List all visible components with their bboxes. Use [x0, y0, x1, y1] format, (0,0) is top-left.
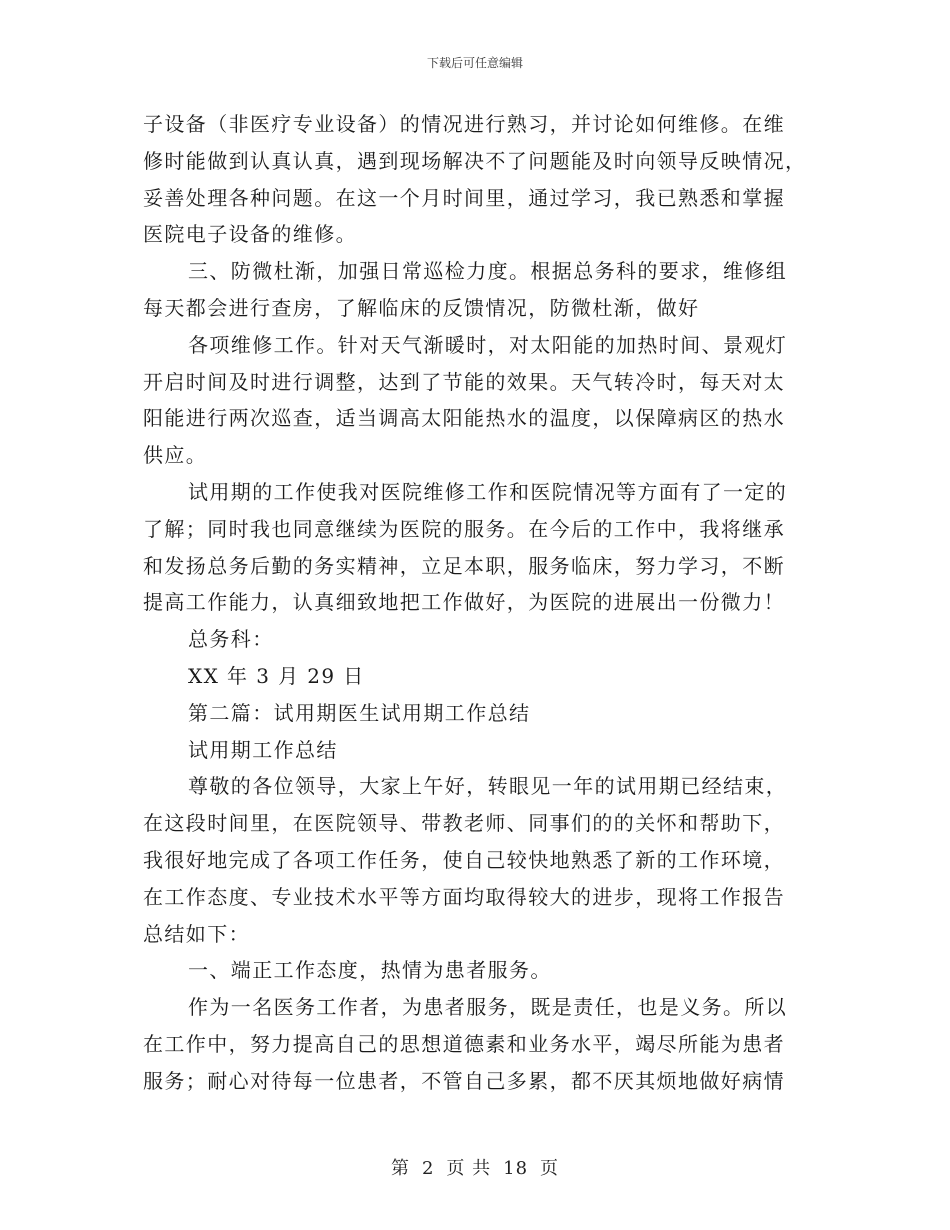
text-line: 三、防微杜渐，加强日常巡检力度。根据总务科的要求，维修组: [188, 259, 788, 284]
text-line: 我很好地完成了各项工作任务，使自己较快地熟悉了新的工作环境，: [143, 847, 785, 872]
text-line: 提高工作能力，认真细致地把工作做好，为医院的进展出一份微力！: [143, 590, 785, 615]
text-line: 每天都会进行查房，了解临床的反馈情况，防微杜渐，做好: [143, 295, 700, 320]
text-line: 子设备（非医疗专业设备）的情况进行熟习，并讨论如何维修。在维: [143, 112, 785, 136]
text-line: 医院电子设备的维修。: [143, 222, 357, 247]
text-line: 试用期的工作使我对医院维修工作和医院情况等方面有了一定的: [188, 479, 788, 504]
text-line: 和发扬总务后勤的务实精神，立足本职，服务临床，努力学习，不断: [143, 553, 785, 578]
text-line: 开启时间及时进行调整，达到了节能的效果。天气转冷时，每天对太: [143, 369, 785, 394]
text-line: 总结如下：: [143, 921, 250, 946]
document-body: [143, 106, 807, 1100]
text-line: 在工作中，努力提高自己的思想道德素和业务水平，竭尽所能为患者: [143, 1031, 785, 1056]
text-line: 了解；同时我也同意继续为医院的服务。在今后的工作中，我将继承: [143, 516, 785, 541]
text-line: 一、端正工作态度，热情为患者服务。: [188, 958, 552, 983]
text-line: 服务；耐心对待每一位患者，不管自己多累，都不厌其烦地做好病情: [143, 1068, 785, 1093]
page-footer: [0, 1154, 950, 1180]
footer-suffix: 页: [540, 1158, 560, 1179]
text-line: 供应。: [143, 443, 208, 468]
text-line: 在这段时间里，在医院领导、带教老师、同事们的的关怀和帮助下，: [143, 811, 785, 836]
text-line: XX 年 3 月 29 日: [188, 663, 365, 688]
current-page-number: 2: [421, 1158, 435, 1179]
text-line: 第二篇：试用期医生试用期工作总结: [188, 700, 531, 725]
text-line: 尊敬的各位领导，大家上午好，转眼见一年的试用期已经结束，: [188, 774, 788, 799]
text-line: 在工作态度、专业技术水平等方面均取得较大的进步，现将工作报告: [143, 884, 785, 909]
text-line: 作为一名医务工作者，为患者服务，既是责任，也是义务。所以: [188, 995, 788, 1020]
footer-prefix: 第: [390, 1158, 410, 1179]
text-line: 阳能进行两次巡查，适当调高太阳能热水的温度，以保障病区的热水: [143, 406, 785, 431]
text-line: 总务科：: [188, 627, 274, 652]
text-line: 试用期工作总结: [188, 737, 338, 762]
text-line: 各项维修工作。针对天气渐暖时，对太阳能的加热时间、景观灯: [188, 332, 788, 357]
page-header: 下载后可任意编辑: [426, 56, 523, 70]
total-pages-number: 18: [503, 1158, 529, 1179]
footer-middle: 页 共: [446, 1158, 492, 1179]
text-line: 修时能做到认真认真，遇到现场解决不了问题能及时向领导反映情况，: [143, 148, 807, 173]
text-line: 妥善处理各种问题。在这一个月时间里，通过学习，我已熟悉和掌握: [143, 185, 785, 210]
